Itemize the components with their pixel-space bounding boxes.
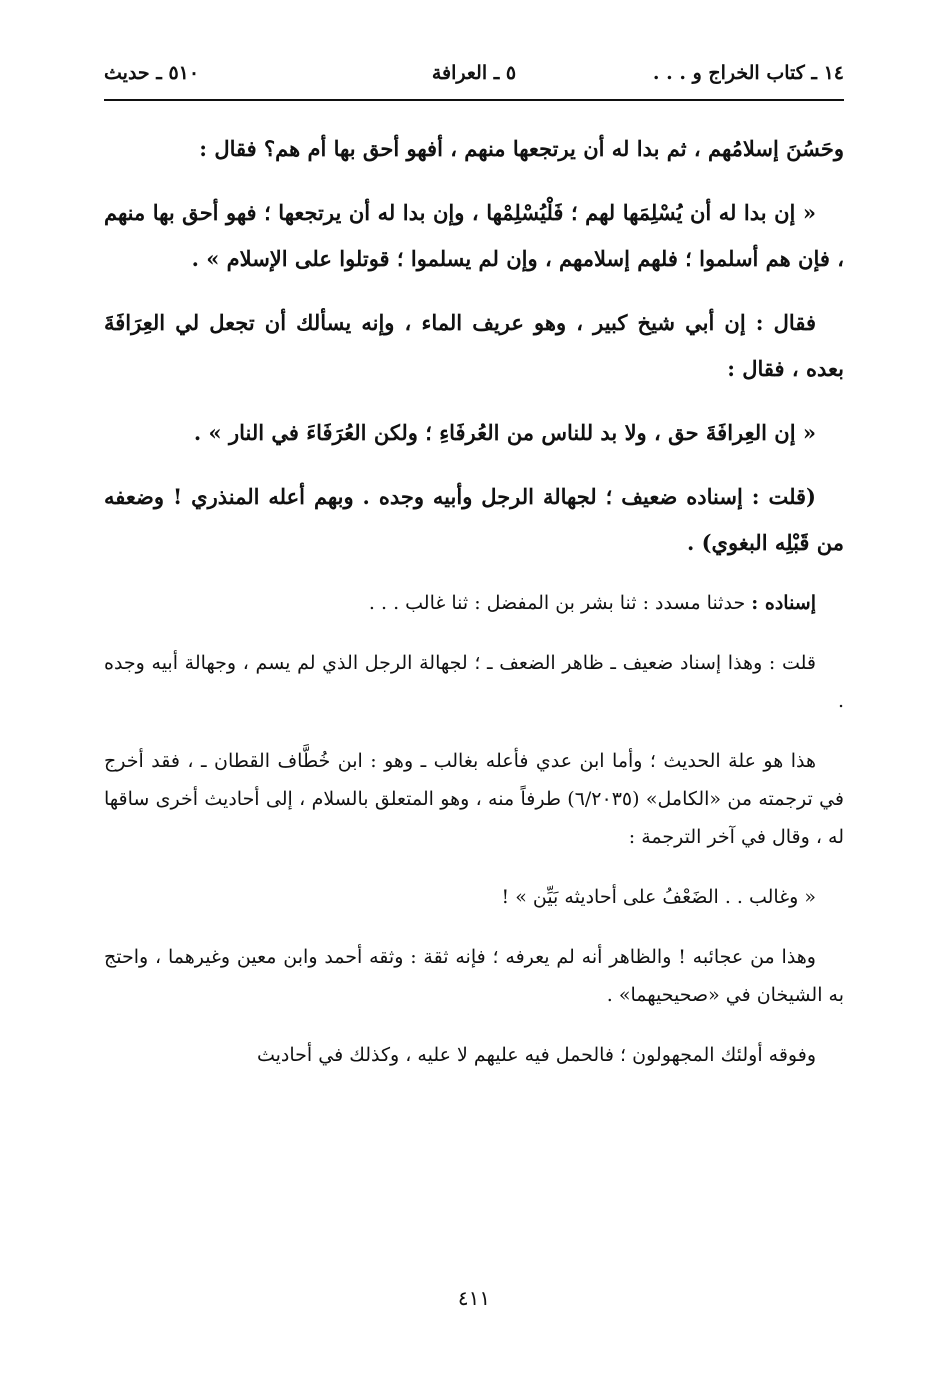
hadith-text-paragraph: فقال : إن أبي شيخ كبير ، وهو عريف الماء ، وإنه يسألك أن تجعل لي العِرَافَةَ بعده ، فقال :	[104, 310, 844, 381]
hadith-text-paragraph: « إن بدا له أن يُسْلِمَها لهم ؛ فَلْيُسْلِمْها ، وإن بدا له أن يرتجعها ؛ فهو أحق بها منهم ، فإن هم أسلموا ؛ فلهم إسلامهم ، وإن لم يسلموا ؛ قوتلوا على الإسلام » .	[104, 200, 844, 271]
isnad-text: حدثنا مسدد : ثنا بشر بن المفضل : ثنا غالب . . .	[368, 592, 752, 614]
commentary-paragraph: وهذا من عجائبه ! والظاهر أنه لم يعرفه ؛ فإنه ثقة : وثقه أحمد وابن معين وغيرهما ، واحتج به الشيخان في «صحيحيهما» .	[104, 946, 844, 1006]
running-header	[104, 62, 844, 96]
quote-paragraph: « وغالب . . الضَعْفُ على أحاديثه بَيِّن » !	[501, 886, 816, 908]
hadith-number: ٥١٠ ـ حديث	[104, 62, 200, 84]
commentary-paragraph: هذا هو علة الحديث ؛ وأما ابن عدي فأعله بغالب ـ وهو : ابن خُطَّاف القطان ـ ، فقد أخرج في ترجمته من «الكامل» (٦/٢٠٣٥) طرفاً منه ، وهو المتعلق بالسلام ، إلى أحاديث أخرى ساقها له ، وقال في آخر الترجمة :	[104, 750, 845, 848]
book-page	[104, 56, 844, 1316]
header-divider	[104, 99, 844, 101]
commentary-paragraph: قلت : وهذا إسناد ضعيف ـ ظاهر الضعف ـ ؛ لجهالة الرجل الذي لم يسم ، وجهالة أبيه وجده .	[104, 652, 844, 712]
hadith-text-paragraph: « إن العِرافَةَ حق ، ولا بد للناس من العُرفَاءِ ؛ ولكن العُرَفَاءَ في النار » .	[193, 420, 816, 445]
section-title: ٥ ـ العرافة	[431, 62, 517, 84]
grading-note-paragraph: (قلت : إسناده ضعيف ؛ لجهالة الرجل وأبيه وجده . وبهم أعله المنذري ! وضعفه من قَبْلِه البغوي) .	[104, 484, 844, 555]
isnad-label: إسناده :	[751, 592, 816, 614]
commentary-paragraph: وفوقه أولئك المجهولون ؛ فالحمل فيه عليهم لا عليه ، وكذلك في أحاديث	[256, 1044, 816, 1066]
hadith-text-paragraph: وحَسُنَ إسلامُهم ، ثم بدا له أن يرتجعها منهم ، أفهو أحق بها أم هم؟ فقال :	[199, 136, 844, 161]
chapter-title: ١٤ ـ كتاب الخراج و . . .	[652, 62, 844, 84]
page-number: ٤١١	[457, 1286, 491, 1310]
page-body	[104, 126, 844, 1096]
isnad-paragraph	[104, 584, 844, 622]
